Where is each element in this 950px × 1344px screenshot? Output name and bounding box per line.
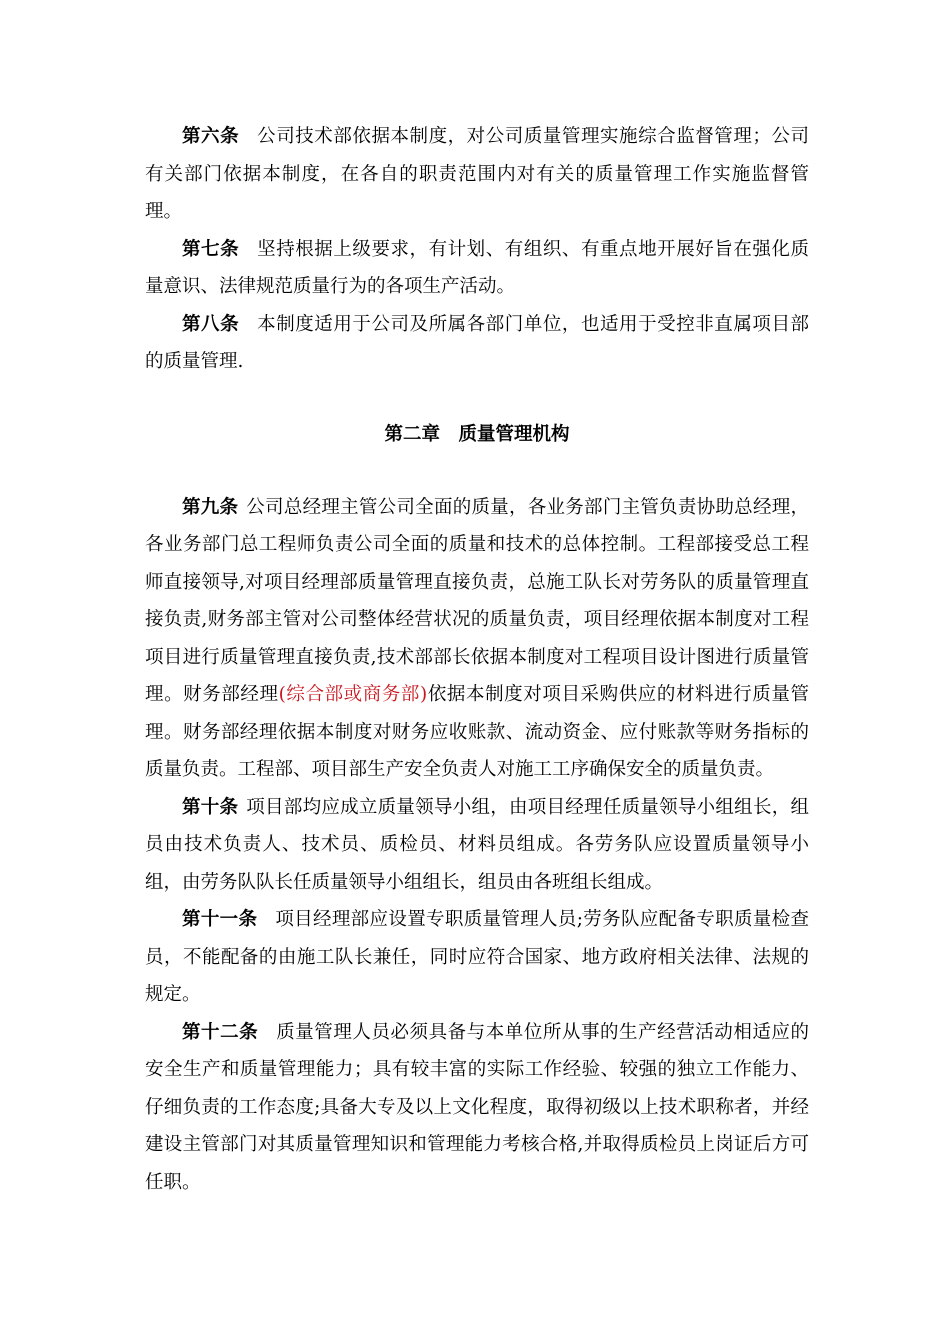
highlighted-note: (综合部或商务部) (278, 684, 428, 705)
article-10 (145, 789, 809, 902)
article-8 (145, 306, 809, 381)
article-label: 第七条 (182, 238, 240, 260)
article-label: 第八条 (182, 313, 240, 335)
article-label: 第十一条 (182, 909, 258, 930)
chapter-title: 第二章 质量管理机构 (384, 423, 570, 445)
article-text: 公司技术部依据本制度，对公司质量管理实施综合监督管理；公司有关部门依据本制度，在各自的职责范围内对有关的质量管理工作实施监督管理。 (145, 126, 809, 222)
article-9 (145, 489, 809, 789)
article-label: 第十二条 (182, 1021, 259, 1043)
article-text: 项目部均应成立质量领导小组，由项目经理任质量领导小组组长，组员由技术负责人、技术员、质检员、材料员组成。各劳务队应设置质量领导小组，由劳务队队长任质量领导小组组长，组员由各班组长组成。 (145, 796, 809, 893)
chapter-heading (145, 393, 809, 477)
article-text: 项目经理部应设置专职质量管理人员;劳务队应配备专职质量检查员，不能配备的由施工队长兼任，同时应符合国家、地方政府相关法律、法规的规定。 (145, 909, 809, 1005)
article-7 (145, 231, 809, 306)
article-label: 第六条 (182, 126, 240, 147)
article-11 (145, 901, 809, 1014)
article-text: 质量管理人员必须具备与本单位所从事的生产经营活动相适应的安全生产和质量管理能力；具有较丰富的实际工作经验、较强的独立工作能力、仔细负责的工作态度;具备大专及以上文化程度，取得初级以上技术职称者，并经建设主管部门对其质量管理知识和管理能力考核合格,并取得质检员上岗证后方可任职。 (145, 1021, 809, 1193)
article-text: 坚持根据上级要求，有计划、有组织、有重点地开展好旨在强化质量意识、法律规范质量行为的各项生产活动。 (145, 238, 809, 297)
article-12 (145, 1014, 809, 1202)
article-text: 本制度适用于公司及所属各部门单位，也适用于受控非直属项目部的质量管理. (145, 313, 809, 372)
document-body (145, 118, 809, 1201)
article-6 (145, 118, 809, 231)
article-label: 第十条 (182, 796, 239, 818)
article-text: 公司总经理主管公司全面的质量，各业务部门主管负责协助总经理，各业务部门总工程师负责公司全面的质量和技术的总体控制。工程部接受总工程师直接领导,对项目经理部质量管理直接负责，总施工队长对劳务队的质量管理直接负责,财务部主管对公司整体经营状况的质量负责，项目经理依据本制度对工程项目进行质量管理直接负责,技术部部长依据本制度对工程项目设计图进行质量管理。财务部经理 (145, 496, 809, 705)
article-text-continued: 依据本制度对项目采购供应的材料进行质量管理。财务部经理依据本制度对财务应收账款、流动资金、应付账款等财务指标的质量负责。工程部、项目部生产安全负责人对施工工序确保安全的质量负责。 (145, 684, 809, 780)
article-label: 第九条 (182, 496, 239, 518)
